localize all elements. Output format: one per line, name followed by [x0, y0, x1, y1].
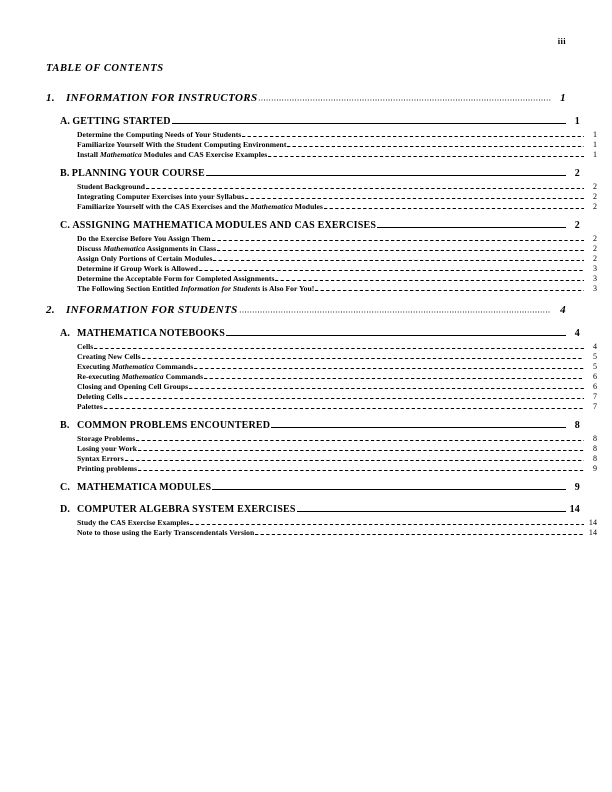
subsection-letter: A.: [60, 328, 76, 339]
page-number: 7: [592, 392, 597, 401]
italic-term: Mathematica: [121, 372, 164, 381]
section-number: 1.: [46, 92, 55, 104]
toc-entry[interactable]: [77, 202, 597, 211]
table-of-contents: [46, 92, 597, 538]
entry-label: Deleting Cells: [77, 392, 123, 401]
toc-entry[interactable]: [77, 402, 597, 411]
toc-entry[interactable]: [77, 192, 597, 201]
dot-leader: [377, 227, 566, 228]
entry-label: Re-executing Mathematica Commands: [77, 372, 204, 381]
toc-entry[interactable]: [77, 464, 597, 473]
subsection-letter: C.: [60, 220, 73, 231]
entry-label: Familiarize Yourself With the Student Computing Environment: [77, 140, 287, 149]
dot-leader: [206, 175, 566, 176]
entry-label: Losing your Work: [77, 444, 138, 453]
toc-entry[interactable]: [77, 352, 597, 361]
page-number: 8: [592, 454, 597, 463]
toc-section[interactable]: [46, 92, 566, 104]
page-number: 6: [592, 372, 597, 381]
entry-label: Creating New Cells: [77, 352, 141, 361]
spacer: [46, 412, 566, 420]
entry-label: MATHEMATICA NOTEBOOKS: [77, 328, 226, 339]
toc-entry[interactable]: [77, 372, 597, 381]
subsection-letter: A.: [60, 116, 73, 127]
entry-label: Discuss Mathematica Assignments in Class: [77, 244, 217, 253]
dot-leader: [324, 208, 584, 209]
page-number: 14: [588, 528, 597, 537]
page-number: 3: [592, 264, 597, 273]
entry-label: Determine if Group Work is Allowed: [77, 264, 199, 273]
entry-label: INFORMATION FOR STUDENTS: [66, 304, 238, 316]
dot-leader: [104, 408, 584, 409]
page-number: 2: [592, 254, 597, 263]
section-number: 2.: [46, 304, 55, 316]
page-title: TABLE OF CONTENTS: [46, 63, 164, 74]
entry-label: Study the CAS Exercise Examples: [77, 518, 190, 527]
dot-leader: [189, 388, 584, 389]
page-number: 5: [592, 362, 597, 371]
entry-label: Integrating Computer Exercises into your Syllabus: [77, 192, 245, 201]
page-number: 1: [592, 130, 597, 139]
toc-subsection[interactable]: [60, 220, 580, 231]
entry-label: Cells: [77, 342, 94, 351]
dot-leader: [125, 460, 584, 461]
dot-leader: [212, 489, 566, 490]
dot-leader: [271, 427, 566, 428]
dot-leader: [94, 348, 584, 349]
page-number: 4: [574, 328, 580, 339]
toc-entry[interactable]: [77, 342, 597, 351]
subsection-letter: B.: [60, 420, 75, 431]
toc-entry[interactable]: [77, 264, 597, 273]
dot-leader: [242, 136, 584, 137]
dot-leader: [212, 240, 584, 241]
page-number: 2: [592, 182, 597, 191]
page-number: 3: [592, 284, 597, 293]
entry-label: Do the Exercise Before You Assign Them: [77, 234, 211, 243]
dot-leader: [226, 335, 566, 336]
dot-leader: [142, 358, 584, 359]
dot-leader: [194, 368, 584, 369]
page-number: 1: [574, 116, 580, 127]
italic-term: Mathematica: [99, 150, 142, 159]
toc-entry[interactable]: [77, 140, 597, 149]
entry-label: Install Mathematica Modules and CAS Exercise Examples: [77, 150, 268, 159]
page-number: 2: [592, 234, 597, 243]
entry-label: MATHEMATICA MODULES: [77, 482, 212, 493]
dot-leader: [275, 280, 584, 281]
entry-label: GETTING STARTED: [72, 116, 171, 127]
toc-entry[interactable]: [77, 234, 597, 243]
toc-subsection[interactable]: [60, 504, 580, 515]
dot-leader: [287, 146, 584, 147]
entry-label: Assign Only Portions of Certain Modules: [77, 254, 213, 263]
entry-label: Palettes: [77, 402, 103, 411]
dot-leader: [204, 378, 584, 379]
subsection-letter: B.: [60, 168, 72, 179]
page-number: 1: [592, 140, 597, 149]
toc-entry[interactable]: [77, 518, 597, 527]
entry-label: Storage Problems: [77, 434, 136, 443]
dot-leader: [136, 440, 584, 441]
page-number: 6: [592, 382, 597, 391]
toc-entry[interactable]: [77, 528, 597, 537]
page-number: 1: [560, 92, 566, 104]
entry-label: Printing problems: [77, 464, 137, 473]
entry-label: PLANNING YOUR COURSE: [71, 168, 205, 179]
spacer: [46, 294, 566, 304]
running-head-page-number: iii: [557, 36, 566, 46]
italic-term: Mathematica: [250, 202, 293, 211]
entry-label: Closing and Opening Cell Groups: [77, 382, 189, 391]
toc-entry[interactable]: [77, 274, 597, 283]
page-number: 7: [592, 402, 597, 411]
toc-entry[interactable]: [77, 244, 597, 253]
page-number: 2: [592, 192, 597, 201]
page-number: 9: [592, 464, 597, 473]
spacer: [46, 212, 566, 220]
toc-entry[interactable]: [77, 362, 597, 371]
toc-subsection[interactable]: [60, 168, 580, 179]
dot-leader: [239, 311, 551, 313]
entry-label: Familiarize Yourself with the CAS Exercises and the Mathematica Modules: [77, 202, 323, 211]
page-number: 14: [569, 504, 580, 515]
toc-subsection[interactable]: [60, 328, 580, 339]
dot-leader: [172, 123, 566, 124]
toc-subsection[interactable]: [60, 420, 580, 431]
entry-label: ASSIGNING MATHEMATICA MODULES AND CAS EXERCISES: [72, 220, 377, 231]
dot-leader: [245, 198, 584, 199]
dot-leader: [268, 156, 584, 157]
subsection-letter: C.: [60, 482, 76, 493]
toc-section[interactable]: [46, 304, 566, 316]
toc-entry[interactable]: [77, 434, 597, 443]
dot-leader: [217, 250, 584, 251]
page-number: 9: [574, 482, 580, 493]
toc-entry[interactable]: [77, 454, 597, 463]
dot-leader: [199, 270, 584, 271]
page-number: 2: [574, 220, 580, 231]
toc-entry[interactable]: [77, 150, 597, 159]
entry-label: COMPUTER ALGEBRA SYSTEM EXERCISES: [77, 504, 296, 515]
page-number: 5: [592, 352, 597, 361]
toc-subsection[interactable]: [60, 482, 580, 493]
dot-leader: [138, 450, 584, 451]
italic-term: Mathematica: [103, 244, 146, 253]
toc-entry[interactable]: [77, 254, 597, 263]
page-number: 1: [592, 150, 597, 159]
page-number: 8: [592, 444, 597, 453]
page-number: 2: [574, 168, 580, 179]
dot-leader: [124, 398, 584, 399]
toc-entry[interactable]: [77, 382, 597, 391]
page-number: 4: [592, 342, 597, 351]
dot-leader: [255, 534, 584, 535]
dot-leader: [258, 99, 551, 101]
entry-label: The Following Section Entitled Information for Students is Also For You!: [77, 284, 315, 293]
toc-entry[interactable]: [77, 130, 597, 139]
entry-label: Determine the Computing Needs of Your Students: [77, 130, 242, 139]
page-number: 4: [560, 304, 566, 316]
toc-entry[interactable]: [77, 284, 597, 293]
italic-term: Information for Students: [180, 284, 261, 293]
dot-leader: [138, 470, 584, 471]
entry-label: Syntax Errors: [77, 454, 124, 463]
page-number: 8: [592, 434, 597, 443]
dot-leader: [297, 511, 566, 512]
spacer: [46, 474, 566, 482]
entry-label: INFORMATION FOR INSTRUCTORS: [66, 92, 258, 104]
dot-leader: [213, 260, 584, 261]
spacer: [46, 160, 566, 168]
entry-label: Student Background: [77, 182, 146, 191]
toc-entry[interactable]: [77, 182, 597, 191]
entry-label: Determine the Acceptable Form for Completed Assignments: [77, 274, 275, 283]
toc-subsection[interactable]: [60, 116, 580, 127]
entry-label: COMMON PROBLEMS ENCOUNTERED: [77, 420, 271, 431]
spacer: [46, 496, 566, 504]
page-number: 2: [592, 244, 597, 253]
page-number: 2: [592, 202, 597, 211]
subsection-letter: D.: [60, 504, 76, 515]
toc-entry[interactable]: [77, 444, 597, 453]
page-number: 8: [574, 420, 580, 431]
page-number: 14: [588, 518, 597, 527]
dot-leader: [146, 188, 584, 189]
dot-leader: [190, 524, 584, 525]
dot-leader: [315, 290, 584, 291]
page-number: 3: [592, 274, 597, 283]
toc-entry[interactable]: [77, 392, 597, 401]
entry-label: Executing Mathematica Commands: [77, 362, 194, 371]
italic-term: Mathematica: [111, 362, 154, 371]
entry-label: Note to those using the Early Transcendentals Version: [77, 528, 255, 537]
